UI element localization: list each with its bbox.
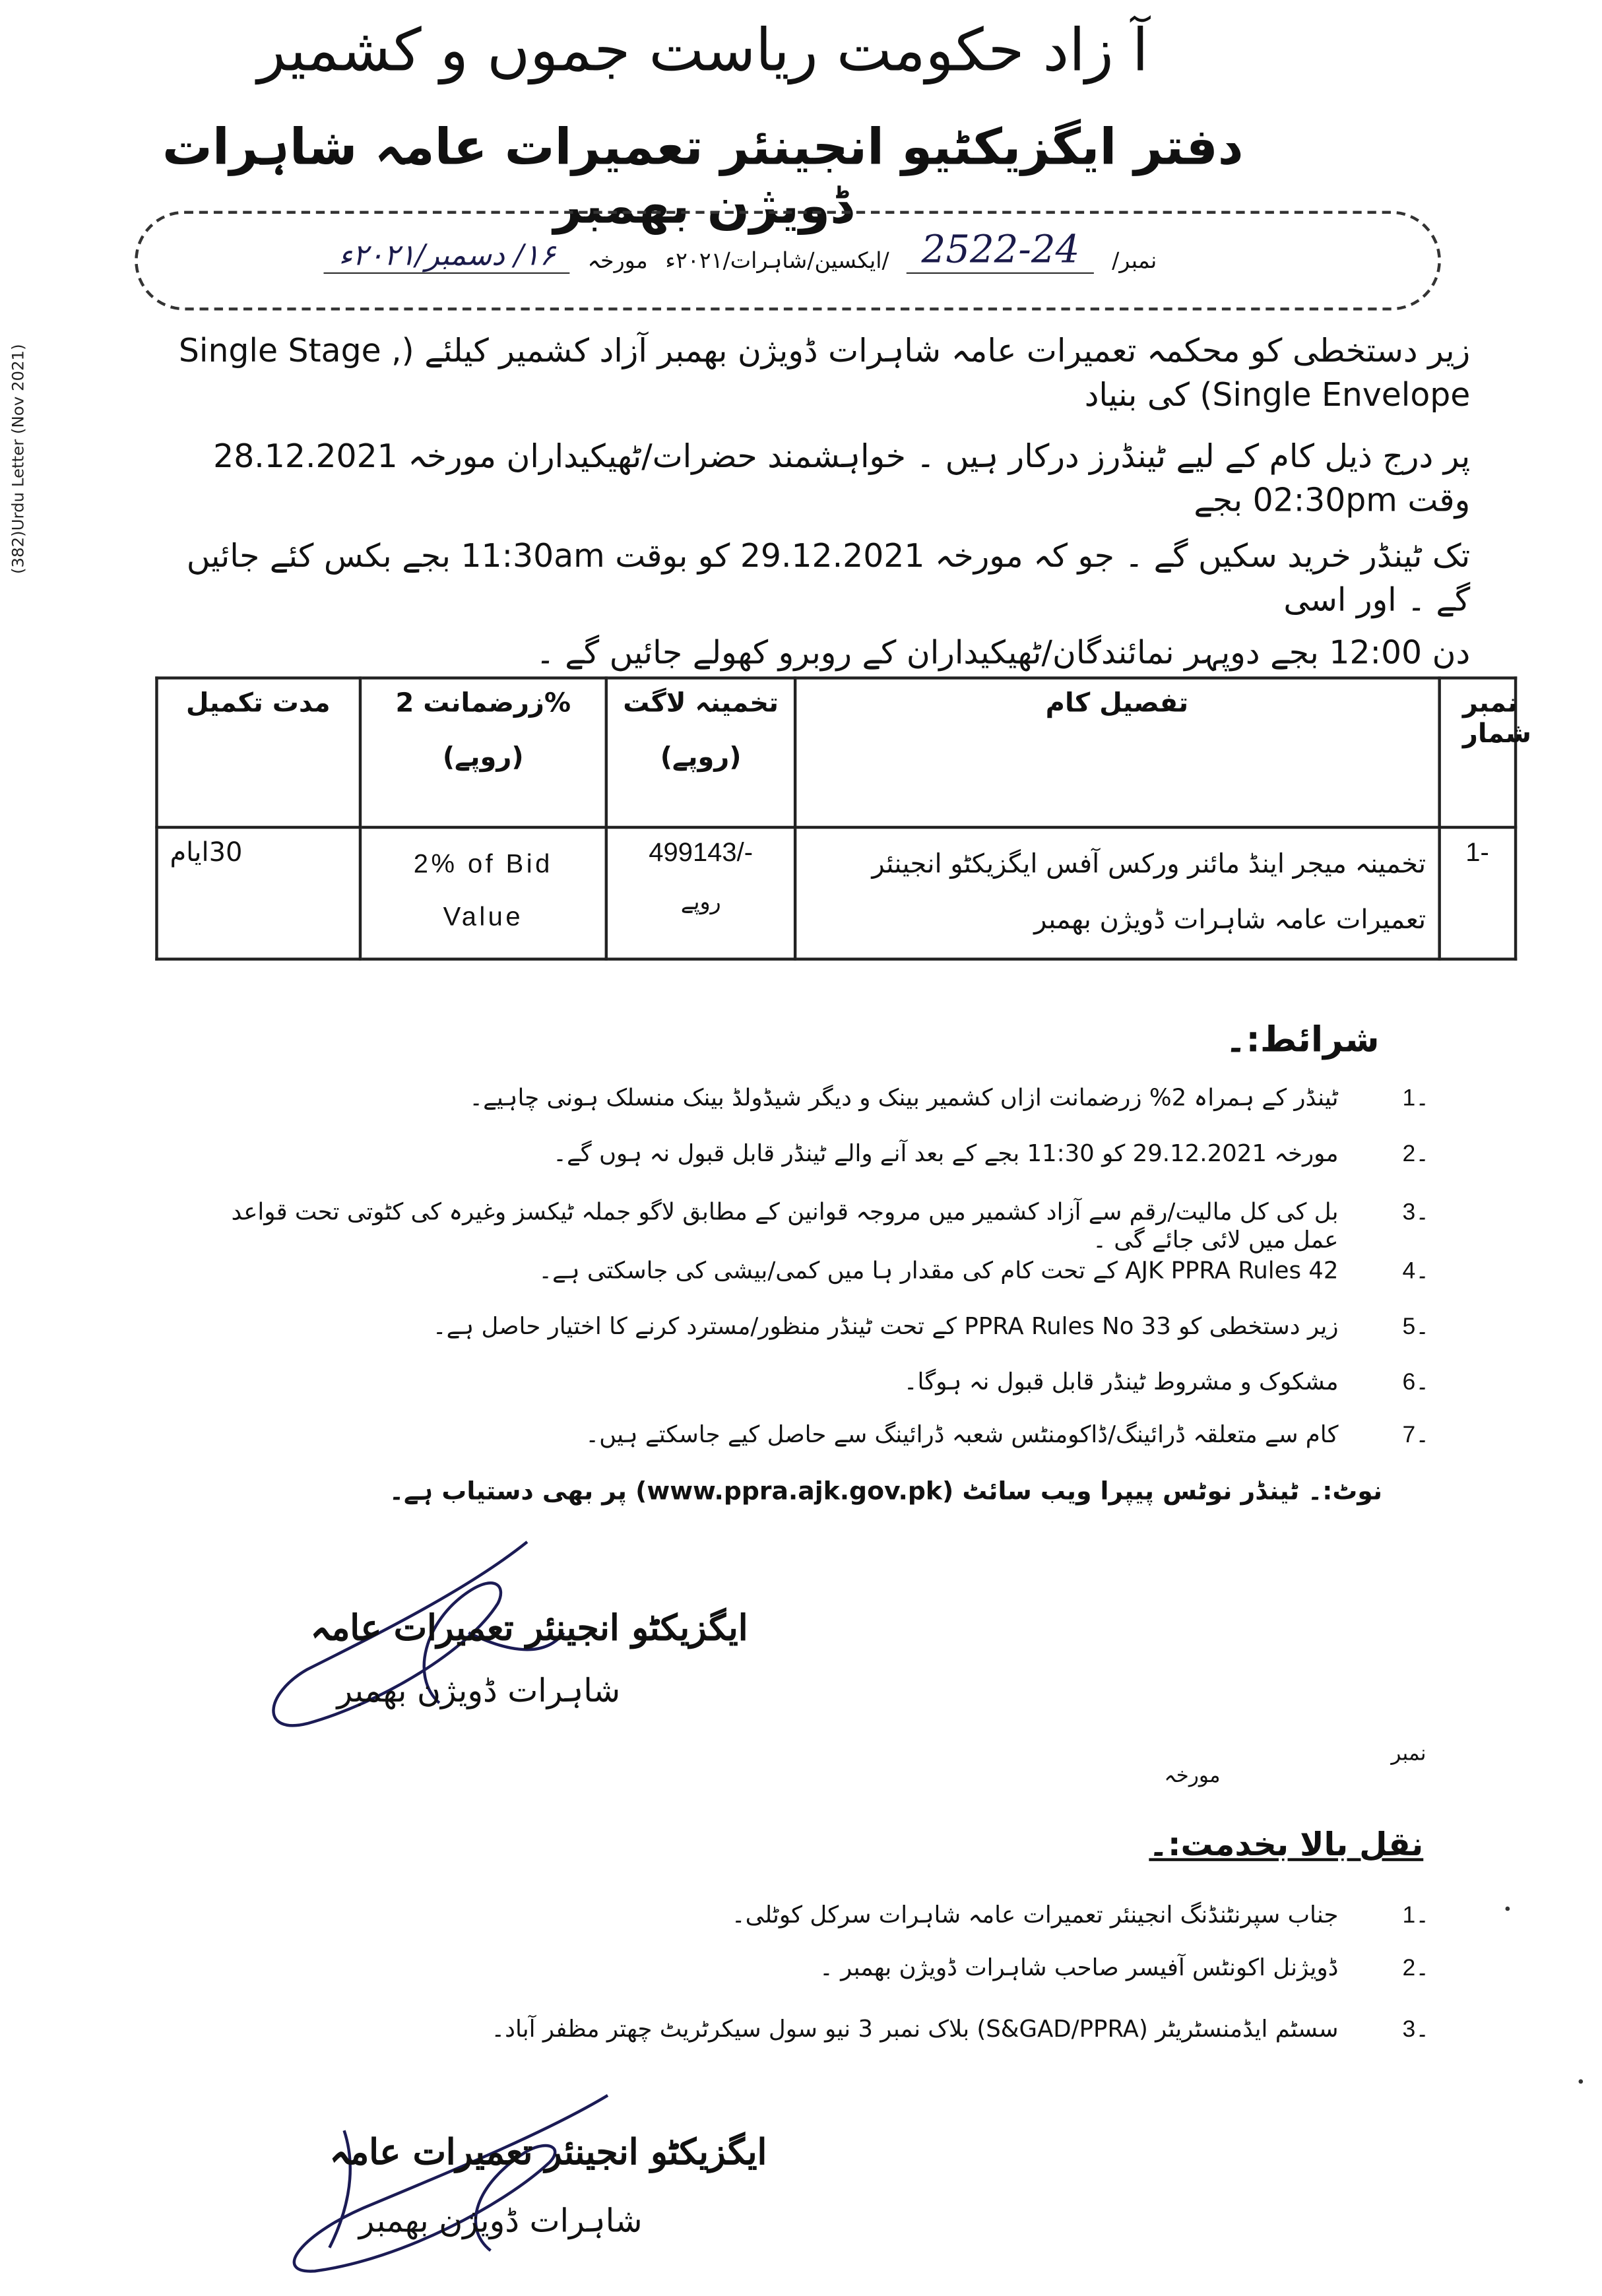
copy-to-item: 2۔ ڈویژنل اکونٹس آفیسر صاحب شاہرات ڈویژن بھمبر ۔ bbox=[819, 1953, 1430, 1981]
reference-2-number-label: نمبر bbox=[1391, 1742, 1426, 1766]
signature-2-division: شاہرات ڈویژن بھمبر bbox=[358, 2204, 643, 2241]
reference-department: /ایکسین/شاہرات/۲۰۲۱ء bbox=[665, 247, 889, 274]
cell-work: تخمینہ میجر اینڈ مائنر ورکس آفس ایگزیکٹو انجینئر تعمیرات عامہ شاہرات ڈویژن بھمبر bbox=[795, 827, 1439, 959]
signature-block-2 bbox=[256, 2087, 767, 2292]
scan-speck bbox=[1506, 1907, 1510, 1911]
copy-to-title: نقل بالا بخدمت:۔ bbox=[1149, 1827, 1424, 1865]
reference-2-date-label: مورخہ bbox=[1164, 1764, 1221, 1788]
header-serial: نمبر شمار bbox=[1439, 678, 1516, 827]
cell-serial: 1- bbox=[1439, 827, 1516, 959]
signature-2-title: ایگزیکٹو انجینئر تعمیرات عامہ bbox=[329, 2130, 767, 2173]
header-estimate: تخمینہ لاگت (روپے) bbox=[607, 678, 795, 827]
body-line-4: دن 12:00 بجے دوپہر نمائندگان/ٹھیکیداران کے روبرو کھولے جائیں گے ۔ bbox=[536, 635, 1471, 672]
cell-estimate: 499143/- روپے bbox=[607, 827, 795, 959]
header-duration: مدت تکمیل bbox=[156, 678, 360, 827]
conditions-title: شرائط:۔ bbox=[1225, 1019, 1380, 1060]
table-row bbox=[156, 827, 1516, 959]
condition-item: 3۔ بل کی کل مالیت/رقم سے آزاد کشمیر میں مروجہ قوانین کے مطابق لاگو جملہ ٹیکسز وغیرہ کی کٹوتی تحت قواعد عمل میں لائی جائے گی ۔ bbox=[231, 1197, 1430, 1254]
body-line-3: تک ٹینڈر خرید سکیں گے ۔ جو کہ مورخہ 29.12.2021 کو بوقت 11:30am بجے بکس کئے جائیں گے ۔ اور اسی bbox=[186, 538, 1471, 620]
condition-item: 4۔ AJK PPRA Rules 42 کے تحت کام کی مقدار ہا میں کمی/بیشی کی جاسکتی ہے۔ bbox=[538, 1256, 1430, 1285]
condition-item: 5۔ زیر دستخطی کو PPRA Rules No 33 کے تحت ٹینڈر منظور/مسترد کرنے کا اختیار حاصل ہے۔ bbox=[432, 1312, 1430, 1340]
cell-security: 2% of Bid Value bbox=[360, 827, 606, 959]
copy-to-item: 1۔ جناب سپرنٹنڈنگ انجینئر تعمیرات عامہ شاہرات سرکل کوٹلی۔ bbox=[731, 1900, 1430, 1929]
copy-to-item: 3۔ سسٹم ایڈمنسٹریٹر (S&GAD/PPRA) بلاک نمبر 3 نیو سول سیکرٹریٹ چھتر مظفر آباد۔ bbox=[491, 2014, 1430, 2043]
body-line-2: پر درج ذیل کام کے لیے ٹینڈرز درکار ہیں ۔ خواہشمند حضرات/ٹھیکیداران مورخہ 28.12.2021 وقت 02:30pm بجے bbox=[213, 439, 1471, 520]
side-reference-label: (382)Urdu Letter (Nov 2021) bbox=[9, 344, 28, 574]
signature-scrawl bbox=[256, 2087, 622, 2292]
scan-speck bbox=[1578, 2080, 1583, 2084]
government-header: آ زاد حکومت ریاست جموں و کشمیر bbox=[257, 17, 1149, 85]
office-header: دفتر ایگزیکٹیو انجینئر تعمیرات عامہ شاہرات ڈویژن بھمبر bbox=[162, 118, 1244, 236]
condition-item: 7۔ کام سے متعلقہ ڈرائینگ/ڈاکومنٹس شعبہ ڈرائینگ سے حاصل کیے جاسکتے ہیں۔ bbox=[585, 1420, 1430, 1448]
signature-1-title: ایگزیکٹو انجینئر تعمیرات عامہ bbox=[310, 1606, 748, 1649]
condition-item: 6۔ مشکوک و مشروط ٹینڈر قابل قبول نہ ہوگا۔ bbox=[903, 1367, 1430, 1396]
reference-number-label: نمبر/ bbox=[1112, 247, 1157, 274]
tender-table bbox=[155, 676, 1531, 961]
reference-date-label: مورخہ bbox=[587, 247, 648, 274]
cell-duration: 30ایام bbox=[156, 827, 360, 959]
reference-line bbox=[278, 228, 1157, 274]
condition-item: 1۔ ٹینڈر کے ہمراہ 2% زرضمانت ازاں کشمیر بینک و دیگر شیڈولڈ بینک منسلک ہونی چاہیے۔ bbox=[469, 1083, 1430, 1112]
reference-date-value: ۱۶/ دسمبر/۲۰۲۱ء bbox=[324, 238, 570, 274]
table-header-row bbox=[156, 678, 1516, 827]
body-line-1: زیر دستخطی کو محکمہ تعمیرات عامہ شاہرات ڈویژن بھمبر آزاد کشمیر کیلئے (Single Stage , Single Envelope) کی بنیاد bbox=[178, 334, 1471, 415]
signature-1-division: شاہرات ڈویژن بھمبر bbox=[336, 1673, 621, 1711]
header-security: زرضمانت 2% (روپے) bbox=[360, 678, 606, 827]
header-work: تفصیل کام bbox=[795, 678, 1439, 827]
signature-block-1 bbox=[249, 1530, 748, 1750]
condition-item: 2۔ مورخہ 29.12.2021 کو 11:30 بجے کے بعد آنے والے ٹینڈر قابل قبول نہ ہوں گے۔ bbox=[553, 1139, 1430, 1167]
reference-number-value: 2522-24 bbox=[907, 228, 1094, 274]
ppra-website-note: نوٹ:۔ ٹینڈر نوٹس پیپرا ویب سائٹ (www.ppra.ajk.gov.pk) پر بھی دستیاب ہے۔ bbox=[389, 1477, 1383, 1507]
